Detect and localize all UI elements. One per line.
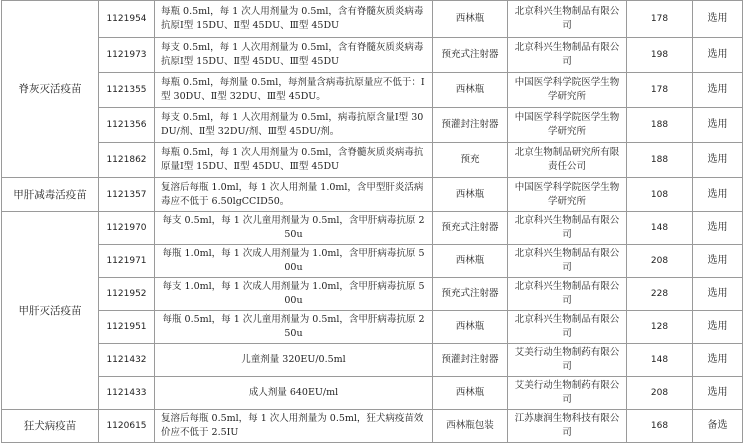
product-code-cell: 1120615: [99, 410, 155, 443]
specification-cell: 每瓶 0.5ml，每 1 次儿童用剂量为 0.5ml，含甲肝病毒抗原 250u: [155, 311, 433, 344]
selection-status-cell: 选用: [693, 38, 743, 73]
product-code-cell: 1121970: [99, 212, 155, 245]
manufacturer-cell: 江苏康润生物科技有限公司: [508, 410, 627, 443]
table-row: [2, 1, 743, 38]
table-row: [2, 143, 743, 178]
price-cell: 178: [627, 1, 693, 38]
table-row: [2, 178, 743, 212]
selection-status-cell: 选用: [693, 178, 743, 212]
dosage-form-cell: 预灌封注射器: [433, 344, 508, 377]
product-code-cell: 1121862: [99, 143, 155, 178]
table-row: [2, 377, 743, 410]
selection-status-cell: 选用: [693, 212, 743, 245]
vaccine-name-cell: 甲肝灭活疫苗: [2, 212, 99, 410]
vaccine-price-table: [1, 0, 743, 443]
selection-status-cell: 选用: [693, 245, 743, 278]
specification-cell: 每支 0.5ml，每 1 人次用剂量为 0.5ml，含有脊髓灰质炎病毒抗原Ⅰ型 15DU、Ⅱ型 45DU、Ⅲ型 45DU: [155, 38, 433, 73]
product-code-cell: 1121951: [99, 311, 155, 344]
manufacturer-cell: 艾美行动生物制药有限公司: [508, 377, 627, 410]
manufacturer-cell: 北京科兴生物制品有限公司: [508, 245, 627, 278]
table-row: [2, 38, 743, 73]
table-row: [2, 245, 743, 278]
selection-status-cell: 选用: [693, 344, 743, 377]
price-cell: 198: [627, 38, 693, 73]
selection-status-cell: 选用: [693, 311, 743, 344]
product-code-cell: 1121432: [99, 344, 155, 377]
dosage-form-cell: 西林瓶包装: [433, 410, 508, 443]
manufacturer-cell: 北京科兴生物制品有限公司: [508, 1, 627, 38]
dosage-form-cell: 西林瓶: [433, 178, 508, 212]
vaccine-name-cell: 脊灰灭活疫苗: [2, 1, 99, 178]
price-cell: 178: [627, 73, 693, 108]
selection-status-cell: 备选: [693, 410, 743, 443]
manufacturer-cell: 中国医学科学院医学生物学研究所: [508, 178, 627, 212]
dosage-form-cell: 西林瓶: [433, 311, 508, 344]
table-row: [2, 410, 743, 443]
specification-cell: 每支 0.5ml，每 1 人次用剂量为 0.5ml，病毒抗原含量Ⅰ型 30DU/剂、Ⅱ型 32DU/剂、Ⅲ型 45DU/剂。: [155, 108, 433, 143]
dosage-form-cell: 预灌封注射器: [433, 108, 508, 143]
manufacturer-cell: 中国医学科学院医学生物学研究所: [508, 73, 627, 108]
specification-cell: 每瓶 0.5ml，每 1 次人用剂量为 0.5ml，含有脊髓灰质炎病毒抗原Ⅰ型 15DU、Ⅱ型 45DU、Ⅲ型 45DU: [155, 1, 433, 38]
dosage-form-cell: 西林瓶: [433, 73, 508, 108]
price-cell: 228: [627, 278, 693, 311]
product-code-cell: 1121973: [99, 38, 155, 73]
manufacturer-cell: 北京科兴生物制品有限公司: [508, 212, 627, 245]
price-cell: 208: [627, 377, 693, 410]
price-cell: 148: [627, 212, 693, 245]
specification-cell: 每瓶 0.5ml，每剂量 0.5ml，每剂量含病毒抗原量应不低于：Ⅰ型 30DU、Ⅱ型 32DU、Ⅲ型 45DU。: [155, 73, 433, 108]
product-code-cell: 1121952: [99, 278, 155, 311]
manufacturer-cell: 中国医学科学院医学生物学研究所: [508, 108, 627, 143]
manufacturer-cell: 艾美行动生物制药有限公司: [508, 344, 627, 377]
specification-cell: 每瓶 1.0ml，每 1 次成人用剂量为 1.0ml，含甲肝病毒抗原 500u: [155, 245, 433, 278]
dosage-form-cell: 预充式注射器: [433, 212, 508, 245]
table-row: [2, 311, 743, 344]
vaccine-name-cell: 甲肝减毒活疫苗: [2, 178, 99, 212]
product-code-cell: 1121971: [99, 245, 155, 278]
price-cell: 168: [627, 410, 693, 443]
selection-status-cell: 选用: [693, 108, 743, 143]
dosage-form-cell: 预充: [433, 143, 508, 178]
manufacturer-cell: 北京科兴生物制品有限公司: [508, 278, 627, 311]
product-code-cell: 1121433: [99, 377, 155, 410]
selection-status-cell: 选用: [693, 143, 743, 178]
table-row: [2, 278, 743, 311]
dosage-form-cell: 西林瓶: [433, 1, 508, 38]
specification-cell: 每支 0.5ml，每 1 次儿童用剂量为 0.5ml，含甲肝病毒抗原 250u: [155, 212, 433, 245]
specification-cell: 每瓶 0.5ml，每 1 次人用剂量为 0.5ml，含脊髓灰质炎病毒抗原量Ⅰ型 15DU、Ⅱ型 45DU、Ⅲ型 45DU: [155, 143, 433, 178]
manufacturer-cell: 北京科兴生物制品有限公司: [508, 38, 627, 73]
specification-cell: 每支 1.0ml，每 1 次成人用剂量为 1.0ml，含甲肝病毒抗原 500u: [155, 278, 433, 311]
price-cell: 148: [627, 344, 693, 377]
price-cell: 208: [627, 245, 693, 278]
manufacturer-cell: 北京科兴生物制品有限公司: [508, 311, 627, 344]
specification-cell: 复溶后每瓶 0.5ml，每 1 次人用剂量为 0.5ml，狂犬病疫苗效价应不低于 2.5IU: [155, 410, 433, 443]
selection-status-cell: 选用: [693, 278, 743, 311]
dosage-form-cell: 西林瓶: [433, 245, 508, 278]
table-row: [2, 73, 743, 108]
selection-status-cell: 选用: [693, 73, 743, 108]
dosage-form-cell: 西林瓶: [433, 377, 508, 410]
specification-cell: 复溶后每瓶 1.0ml，每 1 次人用剂量 1.0ml，含甲型肝炎活病毒应不低于 6.50lgCCID50。: [155, 178, 433, 212]
product-code-cell: 1121356: [99, 108, 155, 143]
dosage-form-cell: 预充式注射器: [433, 278, 508, 311]
price-cell: 188: [627, 108, 693, 143]
vaccine-name-cell: 狂犬病疫苗: [2, 410, 99, 443]
specification-cell: 成人剂量 640EU/ml: [155, 377, 433, 410]
manufacturer-cell: 北京生物制品研究所有限责任公司: [508, 143, 627, 178]
specification-cell: 儿童剂量 320EU/0.5ml: [155, 344, 433, 377]
price-cell: 128: [627, 311, 693, 344]
selection-status-cell: 选用: [693, 1, 743, 38]
product-code-cell: 1121355: [99, 73, 155, 108]
price-cell: 108: [627, 178, 693, 212]
price-cell: 188: [627, 143, 693, 178]
dosage-form-cell: 预充式注射器: [433, 38, 508, 73]
product-code-cell: 1121954: [99, 1, 155, 38]
selection-status-cell: 选用: [693, 377, 743, 410]
table-row: [2, 212, 743, 245]
table-row: [2, 108, 743, 143]
product-code-cell: 1121357: [99, 178, 155, 212]
table-row: [2, 344, 743, 377]
